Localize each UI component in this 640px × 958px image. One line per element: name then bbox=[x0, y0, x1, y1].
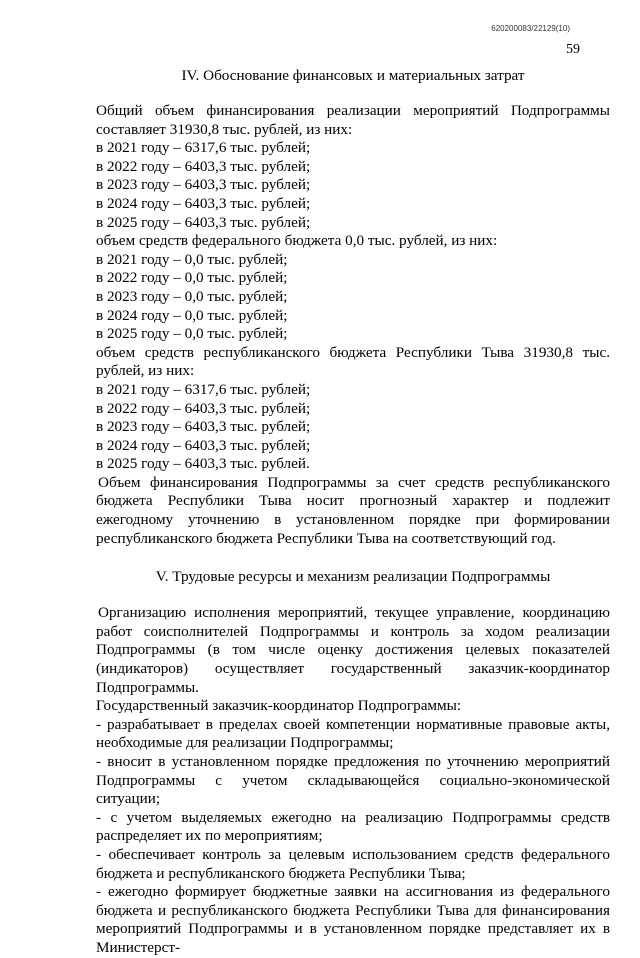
duty-item: - с учетом выделяемых ежегодно на реализацию Подпрограммы средств распределяет их по мероприятиям; bbox=[96, 808, 610, 845]
total-year-2025: в 2025 году – 6403,3 тыс. рублей; bbox=[96, 213, 311, 231]
federal-year-2021: в 2021 году – 0,0 тыс. рублей; bbox=[96, 250, 288, 268]
duty-item: - разрабатывает в пределах своей компетенции нормативные правовые акты, необходимые для реализации Подпрограммы; bbox=[96, 715, 610, 752]
republic-budget-paragraph: объем средств республиканского бюджета Республики Тыва 31930,8 тыс. рублей, из них: bbox=[96, 343, 610, 380]
page-content bbox=[96, 66, 610, 958]
total-year-2024: в 2024 году – 6403,3 тыс. рублей; bbox=[96, 194, 311, 212]
forecast-paragraph: Объем финансирования Подпрограммы за счет средств республиканского бюджета Республики Тыва носит прогнозный характер и подлежит ежегодному уточнению в установленном порядке при формировании республиканского бюджета Республики Тыва на соответствующий год. bbox=[96, 473, 610, 547]
page-number: 59 bbox=[566, 42, 580, 57]
federal-year-2024: в 2024 году – 0,0 тыс. рублей; bbox=[96, 306, 288, 324]
total-year-2022: в 2022 году – 6403,3 тыс. рублей; bbox=[96, 157, 311, 175]
duty-item: - вносит в установленном порядке предложения по уточнению мероприятий Подпрограммы с учетом складывающейся социально-экономической ситуации; bbox=[96, 753, 610, 808]
federal-year-2022: в 2022 году – 0,0 тыс. рублей; bbox=[96, 269, 288, 287]
duty-item: - ежегодно формирует бюджетные заявки на ассигнования из федерального бюджета и республиканского бюджета Республики Тыва для финансирования мероприятий Подпрограммы и в установленном порядке представляет их в Министерст- bbox=[96, 883, 610, 956]
total-year-2021: в 2021 году – 6317,6 тыс. рублей; bbox=[96, 139, 311, 157]
total-year-2023: в 2023 году – 6403,3 тыс. рублей; bbox=[96, 176, 311, 194]
federal-budget-paragraph: объем средств федерального бюджета 0,0 тыс. рублей, из них: bbox=[96, 232, 498, 250]
coordinator-paragraph: Государственный заказчик-координатор Подпрограммы: bbox=[96, 697, 462, 715]
duty-item: - обеспечивает контроль за целевым использованием средств федерального бюджета и республиканского бюджета Республики Тыва; bbox=[96, 845, 610, 882]
management-paragraph: Организацию исполнения мероприятий, текущее управление, координацию работ соисполнителей Подпрограммы и контроль за ходом реализации Подпрограммы (в том числе оценку достижения целевых показателей (индикаторов) осуществляет государственный заказчик-координатор Подпрограммы. bbox=[96, 604, 610, 696]
republic-year-2023: в 2023 году – 6403,3 тыс. рублей; bbox=[96, 418, 311, 436]
federal-year-2023: в 2023 году – 0,0 тыс. рублей; bbox=[96, 287, 288, 305]
republic-year-2022: в 2022 году – 6403,3 тыс. рублей; bbox=[96, 399, 311, 417]
section-5-title: V. Трудовые ресурсы и механизм реализации Подпрограммы bbox=[155, 568, 551, 586]
republic-year-2021: в 2021 году – 6317,6 тыс. рублей; bbox=[96, 380, 311, 398]
republic-year-2024: в 2024 году – 6403,3 тыс. рублей; bbox=[96, 436, 311, 454]
section-4-title: IV. Обоснование финансовых и материальных затрат bbox=[181, 67, 525, 84]
document-number: 620200083/22129(10) bbox=[491, 24, 570, 33]
total-financing-paragraph: Общий объем финансирования реализации мероприятий Подпрограммы составляет 31930,8 тыс. рублей, из них: bbox=[96, 102, 610, 138]
republic-year-2025: в 2025 году – 6403,3 тыс. рублей. bbox=[96, 455, 310, 473]
federal-year-2025: в 2025 году – 0,0 тыс. рублей; bbox=[96, 325, 288, 343]
